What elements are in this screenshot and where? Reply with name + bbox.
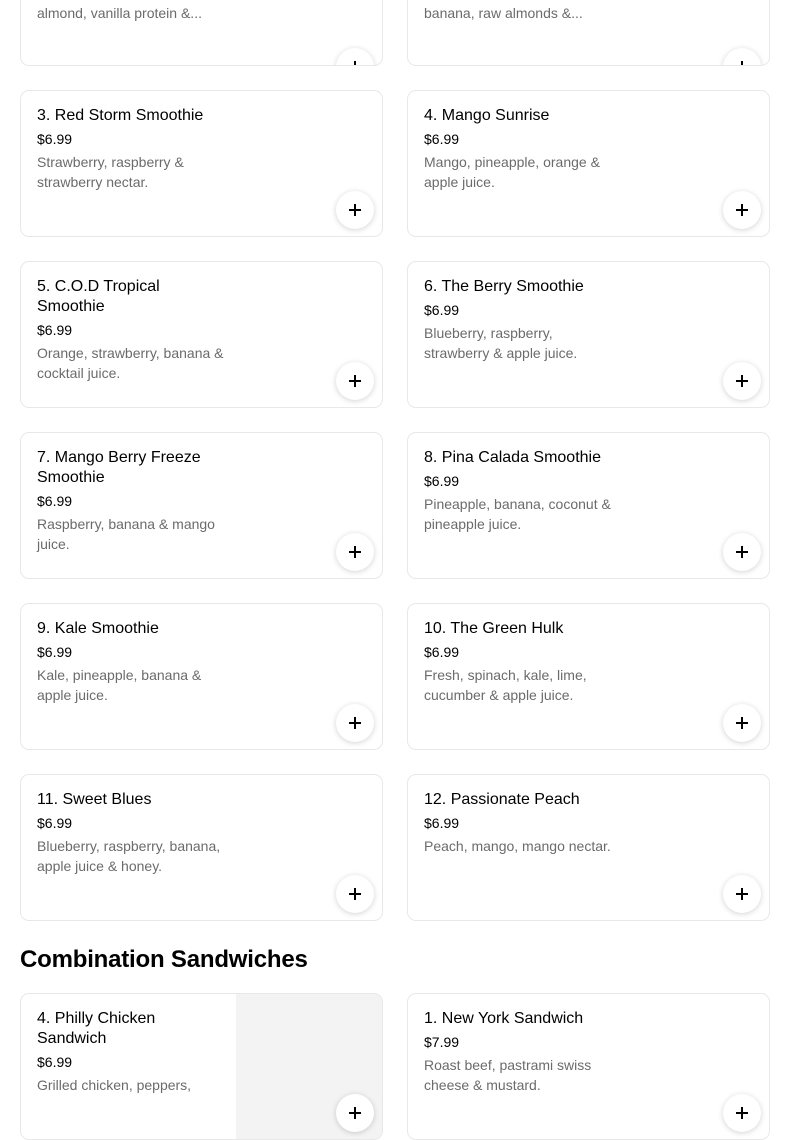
- menu-item-card[interactable]: [407, 90, 770, 237]
- item-price: $6.99: [424, 302, 460, 318]
- plus-icon: [349, 888, 361, 900]
- item-name: 12. Passionate Peach: [424, 791, 580, 808]
- menu-item-card[interactable]: [407, 603, 770, 750]
- plus-icon: [349, 61, 361, 66]
- plus-icon: [736, 546, 748, 558]
- plus-icon: [736, 375, 748, 387]
- plus-icon: [736, 717, 748, 729]
- item-price: $6.99: [37, 1054, 73, 1070]
- item-name: 5. C.O.D Tropical Smoothie: [37, 278, 160, 315]
- item-name: 4. Philly Chicken Sandwich: [37, 1010, 156, 1047]
- plus-icon: [349, 204, 361, 216]
- item-name: 4. Mango Sunrise: [424, 107, 550, 124]
- plus-icon: [736, 888, 748, 900]
- item-description: banana, raw almonds &...: [424, 5, 583, 21]
- add-to-cart-button[interactable]: [723, 191, 761, 229]
- item-name: 10. The Green Hulk: [424, 620, 564, 637]
- add-to-cart-button[interactable]: [723, 875, 761, 913]
- menu-item-card[interactable]: [407, 432, 770, 579]
- item-description: Roast beef, pastrami swiss cheese & mustard.: [424, 1057, 592, 1093]
- item-price: $6.99: [37, 131, 73, 147]
- plus-icon: [736, 61, 748, 66]
- add-to-cart-button[interactable]: [336, 704, 374, 742]
- menu-item-card[interactable]: [407, 261, 770, 408]
- item-price: $6.99: [37, 493, 73, 509]
- item-description: Blueberry, raspberry, strawberry & apple juice.: [424, 325, 578, 361]
- add-to-cart-button[interactable]: [336, 362, 374, 400]
- add-to-cart-button[interactable]: [336, 875, 374, 913]
- add-to-cart-button[interactable]: [723, 362, 761, 400]
- plus-icon: [349, 1107, 361, 1119]
- add-to-cart-button[interactable]: [723, 48, 761, 66]
- menu-item-card[interactable]: [20, 432, 383, 579]
- plus-icon: [349, 546, 361, 558]
- item-description: Pineapple, banana, coconut & pineapple juice.: [424, 496, 611, 532]
- menu-item-card[interactable]: [20, 993, 383, 1140]
- item-price: $6.99: [424, 473, 460, 489]
- item-name: 6. The Berry Smoothie: [424, 278, 584, 295]
- item-price: $6.99: [424, 131, 460, 147]
- item-price: $7.99: [424, 1034, 460, 1050]
- item-name: 8. Pina Calada Smoothie: [424, 449, 601, 466]
- item-price: $6.99: [424, 815, 460, 831]
- item-description: Peach, mango, mango nectar.: [424, 838, 611, 854]
- plus-icon: [349, 717, 361, 729]
- item-name: 7. Mango Berry Freeze Smoothie: [37, 449, 201, 486]
- item-name: 11. Sweet Blues: [37, 791, 152, 808]
- item-description: almond, vanilla protein &...: [37, 5, 202, 21]
- menu-item-card[interactable]: [20, 90, 383, 237]
- item-description: Grilled chicken, peppers,: [37, 1077, 192, 1093]
- plus-icon: [736, 1107, 748, 1119]
- plus-icon: [349, 375, 361, 387]
- item-price: $6.99: [37, 815, 73, 831]
- menu-item-card[interactable]: [20, 774, 383, 921]
- menu-item-card[interactable]: [407, 0, 770, 66]
- item-description: Mango, pineapple, orange & apple juice.: [424, 154, 600, 190]
- item-description: Fresh, spinach, kale, lime, cucumber & apple juice.: [424, 667, 587, 703]
- menu-item-card[interactable]: [20, 0, 383, 66]
- section-title: Combination Sandwiches: [20, 946, 308, 973]
- plus-icon: [736, 204, 748, 216]
- item-description: Strawberry, raspberry & strawberry nectar.: [37, 154, 184, 190]
- item-name: 1. New York Sandwich: [424, 1010, 584, 1027]
- item-name: 9. Kale Smoothie: [37, 620, 159, 637]
- item-price: $6.99: [424, 644, 460, 660]
- item-name: 3. Red Storm Smoothie: [37, 107, 204, 124]
- item-description: Orange, strawberry, banana & cocktail juice.: [37, 345, 224, 381]
- menu-item-card[interactable]: [20, 603, 383, 750]
- add-to-cart-button[interactable]: [336, 533, 374, 571]
- menu-item-card[interactable]: [407, 774, 770, 921]
- add-to-cart-button[interactable]: [336, 191, 374, 229]
- add-to-cart-button[interactable]: [723, 704, 761, 742]
- menu-item-card[interactable]: [407, 993, 770, 1140]
- add-to-cart-button[interactable]: [723, 1094, 761, 1132]
- item-description: Kale, pineapple, banana & apple juice.: [37, 667, 202, 703]
- item-description: Blueberry, raspberry, banana, apple juice & honey.: [37, 838, 221, 874]
- add-to-cart-button[interactable]: [336, 48, 374, 66]
- item-description: Raspberry, banana & mango juice.: [37, 516, 215, 552]
- add-to-cart-button[interactable]: [723, 533, 761, 571]
- menu-item-card[interactable]: [20, 261, 383, 408]
- item-price: $6.99: [37, 644, 73, 660]
- item-price: $6.99: [37, 322, 73, 338]
- add-to-cart-button[interactable]: [336, 1094, 374, 1132]
